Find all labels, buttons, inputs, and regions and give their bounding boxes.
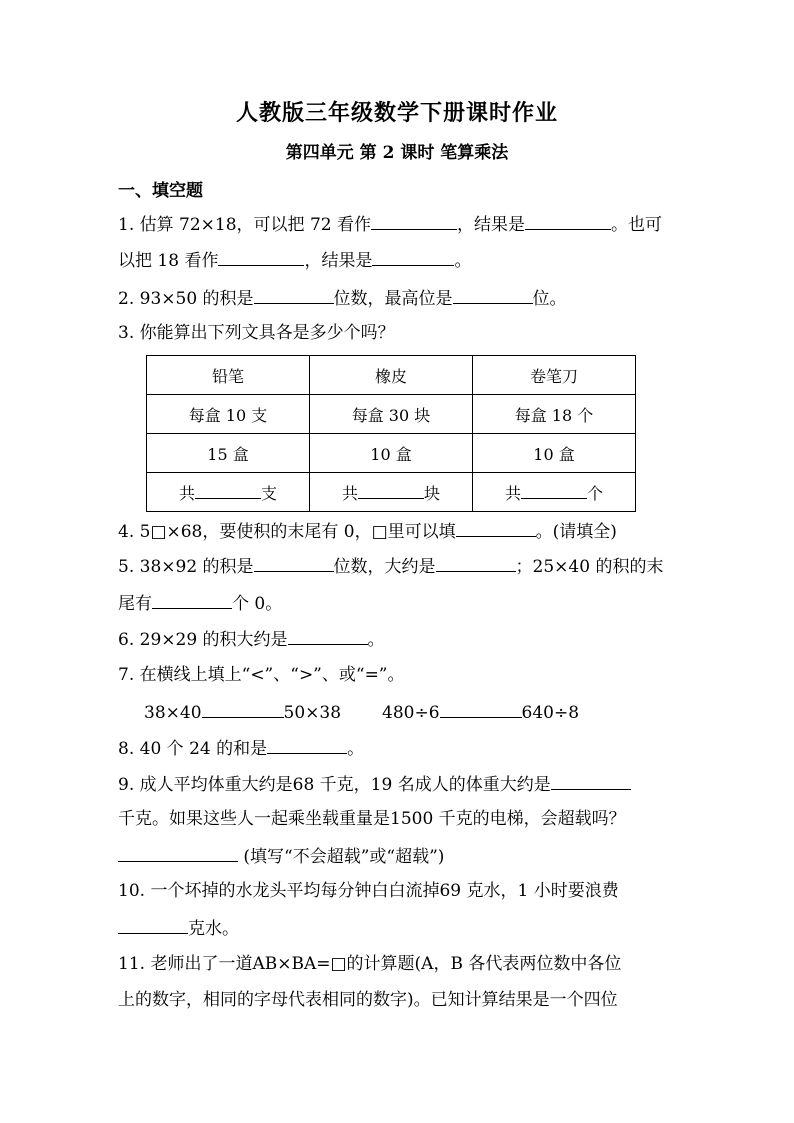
answer-blank[interactable] bbox=[288, 626, 368, 645]
question-5-line-2: 尾有 个 0。 bbox=[118, 590, 282, 616]
section-heading: 一、填空题 bbox=[118, 181, 203, 201]
question-7-expr-2: 480÷6 640÷8 bbox=[382, 699, 579, 725]
answer-blank[interactable] bbox=[218, 247, 304, 266]
question-7-expr-1: 38×40 50×38 bbox=[144, 699, 341, 725]
question-6: 6. 29×29 的积大约是 。 bbox=[118, 626, 385, 652]
answer-blank[interactable] bbox=[440, 699, 522, 718]
question-9-line-2: 千克。如果这些人一起乘坐载重量是1500 千克的电梯，会超载吗？ bbox=[118, 809, 626, 829]
question-1-line-2: 以把 18 看作 ，结果是 。 bbox=[118, 247, 471, 273]
answer-blank[interactable] bbox=[551, 771, 631, 790]
stationery-table bbox=[146, 355, 636, 512]
answer-blank[interactable] bbox=[267, 735, 347, 754]
table-total-cell: 共 个 bbox=[473, 473, 636, 512]
table-cell: 每盒 10 支 bbox=[147, 395, 310, 434]
question-4: 4. 5□×68，要使积的末尾有 0，□里可以填 。(请填全) bbox=[118, 518, 617, 544]
table-cell: 每盒 18 个 bbox=[473, 395, 636, 434]
question-10-line-1: 10. 一个坏掉的水龙头平均每分钟白白流掉69 克水，1 小时要浪费 bbox=[118, 881, 619, 901]
answer-blank[interactable] bbox=[371, 211, 457, 230]
question-5-line-1: 5. 38×92 的积是 位数，大约是 ；25×40 的积的末 bbox=[118, 553, 663, 579]
question-9-line-3: (填写“不会超载”或“超载”) bbox=[118, 843, 444, 869]
question-8: 8. 40 个 24 的和是 。 bbox=[118, 735, 364, 761]
answer-blank[interactable] bbox=[456, 518, 536, 537]
answer-blank[interactable] bbox=[152, 590, 232, 609]
answer-blank[interactable] bbox=[195, 482, 261, 499]
table-total-row bbox=[147, 473, 636, 512]
table-header-cell: 铅笔 bbox=[147, 356, 310, 395]
table-total-cell: 共 支 bbox=[147, 473, 310, 512]
page-subtitle: 第四单元 第 2 课时 笔算乘法 bbox=[285, 143, 509, 163]
answer-blank[interactable] bbox=[436, 553, 516, 572]
table-row bbox=[147, 395, 636, 434]
answer-blank[interactable] bbox=[254, 553, 334, 572]
answer-blank[interactable] bbox=[118, 915, 188, 934]
question-10-line-2: 克水。 bbox=[118, 915, 239, 941]
question-7: 7. 在横线上填上“<”、“>”、或“=”。 bbox=[118, 665, 405, 685]
table-total-cell: 共 块 bbox=[310, 473, 473, 512]
question-2: 2. 93×50 的积是 位数，最高位是 位。 bbox=[118, 285, 567, 311]
question-11-line-1: 11. 老师出了一道AB×BA=□的计算题(A，B 各代表两位数中各位 bbox=[118, 954, 622, 974]
question-3: 3. 你能算出下列文具各是多少个吗？ bbox=[118, 323, 395, 343]
question-11-line-2: 上的数字，相同的字母代表相同的数字)。已知计算结果是一个四位 bbox=[118, 990, 618, 1010]
answer-blank[interactable] bbox=[521, 482, 587, 499]
table-header-row bbox=[147, 356, 636, 395]
page-title: 人教版三年级数学下册课时作业 bbox=[235, 100, 558, 126]
answer-blank[interactable] bbox=[525, 211, 611, 230]
answer-blank[interactable] bbox=[202, 699, 284, 718]
answer-blank[interactable] bbox=[358, 482, 424, 499]
answer-blank[interactable] bbox=[372, 247, 454, 266]
table-cell: 每盒 30 块 bbox=[310, 395, 473, 434]
answer-blank[interactable] bbox=[118, 843, 238, 862]
table-cell: 10 盒 bbox=[310, 434, 473, 473]
table-cell: 15 盒 bbox=[147, 434, 310, 473]
question-9-line-1: 9. 成人平均体重大约是68 千克，19 名成人的体重大约是 bbox=[118, 771, 631, 797]
answer-blank[interactable] bbox=[254, 285, 334, 304]
table-cell: 10 盒 bbox=[473, 434, 636, 473]
table-row bbox=[147, 434, 636, 473]
table-header-cell: 卷笔刀 bbox=[473, 356, 636, 395]
question-1-line-1: 1. 估算 72×18，可以把 72 看作 ，结果是 。也可 bbox=[118, 211, 662, 237]
answer-blank[interactable] bbox=[453, 285, 533, 304]
table-header-cell: 橡皮 bbox=[310, 356, 473, 395]
